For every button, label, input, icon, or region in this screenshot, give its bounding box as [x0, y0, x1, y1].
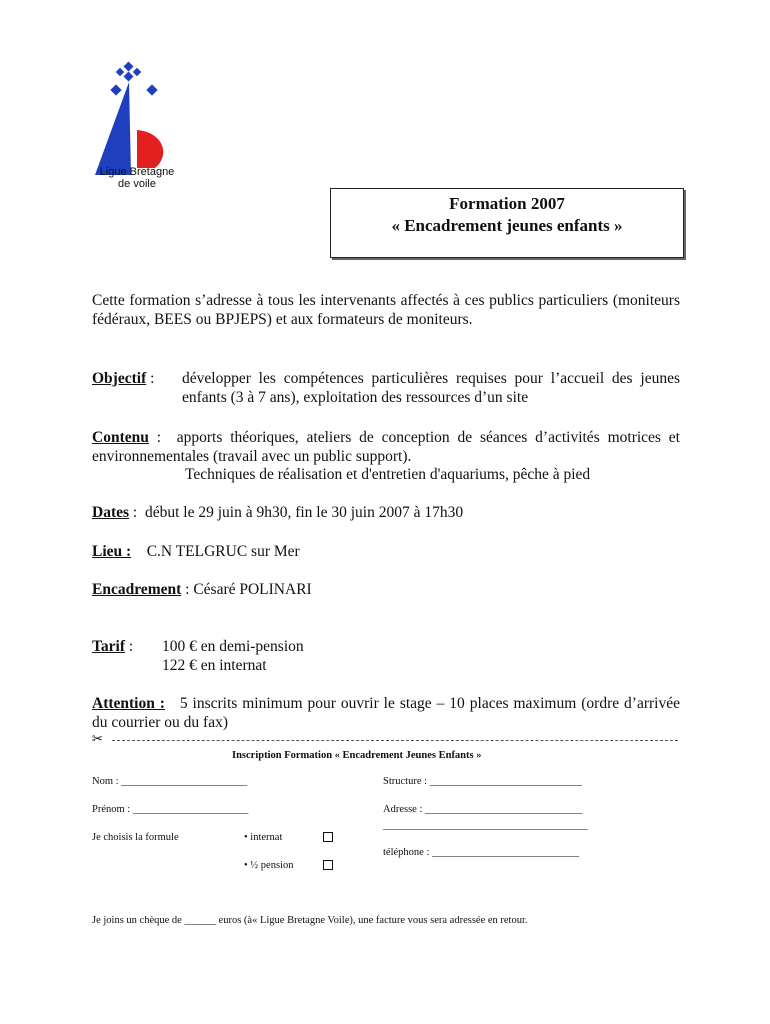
tarif-sep: :: [125, 638, 134, 655]
contenu-label: Contenu: [92, 429, 149, 446]
intro-paragraph: Cette formation s’adresse à tous les intervenants affectés à ces publics particuliers (moniteurs fédéraux, BEES ou BPJEPS) et aux formateurs de moniteurs.: [92, 292, 680, 328]
telephone-field[interactable]: téléphone : ____________________________: [383, 847, 579, 858]
prenom-field[interactable]: Prénom : ______________________: [92, 804, 249, 815]
dates-section: [92, 503, 463, 522]
tarif-line-2: 122 € en internat: [162, 657, 267, 674]
objectif-label: Objectif: [92, 370, 147, 387]
attention-label: Attention :: [92, 695, 165, 712]
internat-checkbox[interactable]: [323, 832, 333, 842]
dates-label: Dates: [92, 504, 130, 521]
logo-line-2: de voile: [118, 178, 156, 190]
dates-sep: :: [129, 504, 138, 521]
dates-text: début le 29 juin à 9h30, fin le 30 juin 2007 à 17h30: [144, 504, 464, 521]
contenu-text: apports théoriques, ateliers de conception de séances d’activités motrices et environnementales (travail avec un public support).: [92, 429, 680, 465]
demi-pension-option: • ½ pension: [244, 860, 294, 871]
lieu-label: Lieu :: [92, 543, 132, 560]
objectif-text: développer les compétences particulières requises pour l’accueil des jeunes enfants (3 à 7 ans), exploitation des ressources d’un site: [182, 370, 680, 406]
lieu-section: [92, 542, 300, 561]
title-box: [330, 188, 684, 258]
title-line-1: Formation 2007: [449, 194, 565, 213]
title-line-2: « Encadrement jeunes enfants »: [391, 216, 623, 235]
red-sail-icon: [137, 130, 163, 168]
tarif-label: Tarif: [92, 638, 126, 655]
footer-note: Je joins un chèque de ______ euros (à« Ligue Bretagne Voile), une facture vous sera adressée en retour.: [92, 915, 528, 926]
encadrement-text: : Césaré POLINARI: [181, 581, 312, 598]
contenu-text-2: Techniques de réalisation et d'entretien d'aquariums, pêche à pied: [185, 466, 591, 483]
logo-line-1: Ligue Bretagne: [99, 166, 175, 178]
contenu-section: [92, 428, 680, 466]
formule-label: Je choisis la formule: [92, 832, 179, 843]
attention-section: [92, 694, 680, 732]
nom-field[interactable]: Nom : ________________________: [92, 776, 248, 787]
tarif-section: [92, 637, 133, 656]
contenu-sep: :: [148, 429, 162, 446]
encadrement-section: [92, 580, 312, 599]
internat-option: • internat: [244, 832, 283, 843]
logo-caption: [82, 166, 192, 190]
lieu-text: C.N TELGRUC sur Mer: [146, 543, 300, 560]
adresse-field-2[interactable]: _______________________________________: [383, 820, 588, 831]
form-title: Inscription Formation « Encadrement Jeunes Enfants »: [232, 750, 482, 761]
attention-text: 5 inscrits minimum pour ouvrir le stage – 10 places maximum (ordre d’arrivée du courrier ou du fax): [92, 695, 680, 731]
objectif-sep: :: [146, 370, 155, 387]
ermine-icon: [110, 62, 157, 96]
blue-sail-icon: [95, 82, 131, 175]
cut-line: [112, 740, 678, 741]
adresse-field[interactable]: Adresse : ______________________________: [383, 804, 583, 815]
encadrement-label: Encadrement: [92, 581, 182, 598]
scissors-icon: ✂: [92, 731, 103, 746]
structure-field[interactable]: Structure : _____________________________: [383, 776, 582, 787]
demi-pension-checkbox[interactable]: [323, 860, 333, 870]
tarif-line-1: 100 € en demi-pension: [162, 638, 304, 655]
